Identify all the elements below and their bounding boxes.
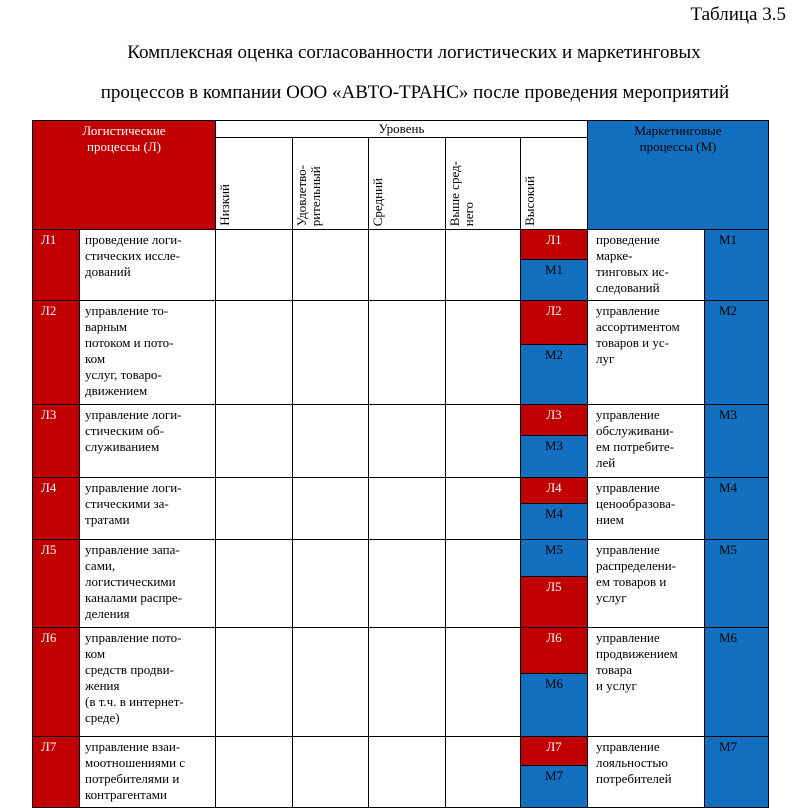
level-column-header bbox=[369, 138, 446, 229]
level-column-header bbox=[293, 138, 369, 229]
level-cell bbox=[369, 540, 446, 627]
high-level-lower-marker: М1 bbox=[521, 260, 587, 300]
level-cell bbox=[446, 478, 521, 539]
marketing-process-text: управление лояльностью потребителей bbox=[587, 737, 705, 807]
level-label: Выше сред- него bbox=[447, 160, 476, 226]
marketing-process-id: М2 bbox=[705, 301, 768, 404]
level-cell bbox=[369, 301, 446, 404]
marketing-processes-header: Маркетинговые процессы (М) bbox=[587, 121, 768, 229]
table-row bbox=[33, 301, 768, 405]
logistic-process-text: проведение логи- стических иссле- дований bbox=[80, 230, 216, 300]
level-cell bbox=[369, 737, 446, 807]
level-cell bbox=[446, 230, 521, 300]
level-header: Уровень bbox=[216, 121, 587, 138]
level-cell bbox=[293, 540, 369, 627]
level-cell bbox=[446, 301, 521, 404]
level-cell bbox=[216, 405, 293, 477]
table-caption: Таблица 3.5 bbox=[690, 4, 786, 25]
logistic-process-text: управление запа- сами, логистическими каналами распре- деления bbox=[80, 540, 216, 627]
table-header bbox=[33, 121, 768, 230]
high-level-cell bbox=[521, 230, 587, 300]
table-row bbox=[33, 540, 768, 628]
logistic-process-id: Л5 bbox=[33, 540, 80, 627]
logistic-process-id: Л1 bbox=[33, 230, 80, 300]
high-level-upper-marker: М5 bbox=[521, 540, 587, 577]
table-row bbox=[33, 478, 768, 540]
level-cell bbox=[293, 301, 369, 404]
level-cell bbox=[216, 628, 293, 736]
table-row bbox=[33, 737, 768, 807]
level-cell bbox=[446, 405, 521, 477]
marketing-process-id: М1 bbox=[705, 230, 768, 300]
marketing-process-text: управление продвижением товара и услуг bbox=[587, 628, 705, 736]
marketing-process-text: управление ассортиментом товаров и ус- луг bbox=[587, 301, 705, 404]
marketing-process-text: проведение марке- тинговых ис- следований bbox=[587, 230, 705, 300]
level-cell bbox=[216, 737, 293, 807]
high-level-upper-marker: Л3 bbox=[521, 405, 587, 436]
logistic-process-text: управление то- варным потоком и пото- ком услуг, товаро- движением bbox=[80, 301, 216, 404]
level-cell bbox=[293, 478, 369, 539]
high-level-upper-marker: Л7 bbox=[521, 737, 587, 766]
level-cell bbox=[446, 540, 521, 627]
level-cell bbox=[446, 628, 521, 736]
high-level-lower-marker: М6 bbox=[521, 674, 587, 736]
high-level-upper-marker: Л1 bbox=[521, 230, 587, 260]
level-cell bbox=[293, 230, 369, 300]
level-cell bbox=[293, 405, 369, 477]
high-level-lower-marker: Л5 bbox=[521, 577, 587, 627]
table-title-line-1: Комплексная оценка согласованности логистических и маркетинговых bbox=[127, 42, 701, 63]
level-cell bbox=[216, 301, 293, 404]
table-row bbox=[33, 405, 768, 478]
high-level-upper-marker: Л2 bbox=[521, 301, 587, 345]
level-cell bbox=[216, 230, 293, 300]
logistic-process-id: Л7 bbox=[33, 737, 80, 807]
table-row bbox=[33, 628, 768, 737]
level-cell bbox=[369, 478, 446, 539]
table-body bbox=[33, 230, 768, 807]
level-label: Высокий bbox=[522, 176, 537, 226]
level-cell bbox=[369, 230, 446, 300]
level-cell bbox=[369, 405, 446, 477]
logistic-process-text: управление пото- ком средств продви- жения (в т.ч. в интернет- среде) bbox=[80, 628, 216, 736]
table-row bbox=[33, 230, 768, 301]
logistic-process-id: Л4 bbox=[33, 478, 80, 539]
logistic-process-id: Л2 bbox=[33, 301, 80, 404]
level-cell bbox=[369, 628, 446, 736]
logistic-process-id: Л3 bbox=[33, 405, 80, 477]
high-level-upper-marker: Л6 bbox=[521, 628, 587, 674]
high-level-cell bbox=[521, 478, 587, 539]
logistic-process-id: Л6 bbox=[33, 628, 80, 736]
high-level-lower-marker: М3 bbox=[521, 436, 587, 477]
high-level-upper-marker: Л4 bbox=[521, 478, 587, 504]
level-header-group bbox=[216, 121, 587, 229]
marketing-process-id: М7 bbox=[705, 737, 768, 807]
level-column-header bbox=[521, 138, 587, 229]
logistic-process-text: управление взаи- моотношениями с потребителями и контрагентами bbox=[80, 737, 216, 807]
marketing-process-text: управление ценообразова- нием bbox=[587, 478, 705, 539]
level-label: Средний bbox=[370, 177, 385, 226]
logistic-processes-header: Логистические процессы (Л) bbox=[33, 121, 216, 229]
high-level-lower-marker: М2 bbox=[521, 345, 587, 404]
high-level-cell bbox=[521, 301, 587, 404]
high-level-cell bbox=[521, 405, 587, 477]
table-title-line-2: процессов в компании ООО «АВТО-ТРАНС» после проведения мероприятий bbox=[100, 82, 730, 103]
level-column-header bbox=[446, 138, 521, 229]
level-label: Низкий bbox=[217, 184, 232, 226]
high-level-cell bbox=[521, 628, 587, 736]
logistic-process-text: управление логи- стическим об- служиванием bbox=[80, 405, 216, 477]
marketing-process-id: М3 bbox=[705, 405, 768, 477]
high-level-lower-marker: М7 bbox=[521, 766, 587, 807]
marketing-process-id: М4 bbox=[705, 478, 768, 539]
level-cell bbox=[293, 737, 369, 807]
marketing-process-text: управление распределени- ем товаров и услуг bbox=[587, 540, 705, 627]
level-cell bbox=[216, 478, 293, 539]
high-level-cell bbox=[521, 737, 587, 807]
level-column-header bbox=[216, 138, 293, 229]
level-cell bbox=[216, 540, 293, 627]
marketing-process-text: управление обслуживани- ем потребите- лей bbox=[587, 405, 705, 477]
level-cell bbox=[293, 628, 369, 736]
level-cell bbox=[446, 737, 521, 807]
high-level-cell bbox=[521, 540, 587, 627]
level-label: Удовлетво- рительный bbox=[294, 164, 323, 226]
logistic-process-text: управление логи- стическими за- тратами bbox=[80, 478, 216, 539]
high-level-lower-marker: М4 bbox=[521, 504, 587, 539]
marketing-process-id: М5 bbox=[705, 540, 768, 627]
level-columns bbox=[216, 138, 587, 229]
evaluation-table bbox=[32, 120, 769, 808]
marketing-process-id: М6 bbox=[705, 628, 768, 736]
